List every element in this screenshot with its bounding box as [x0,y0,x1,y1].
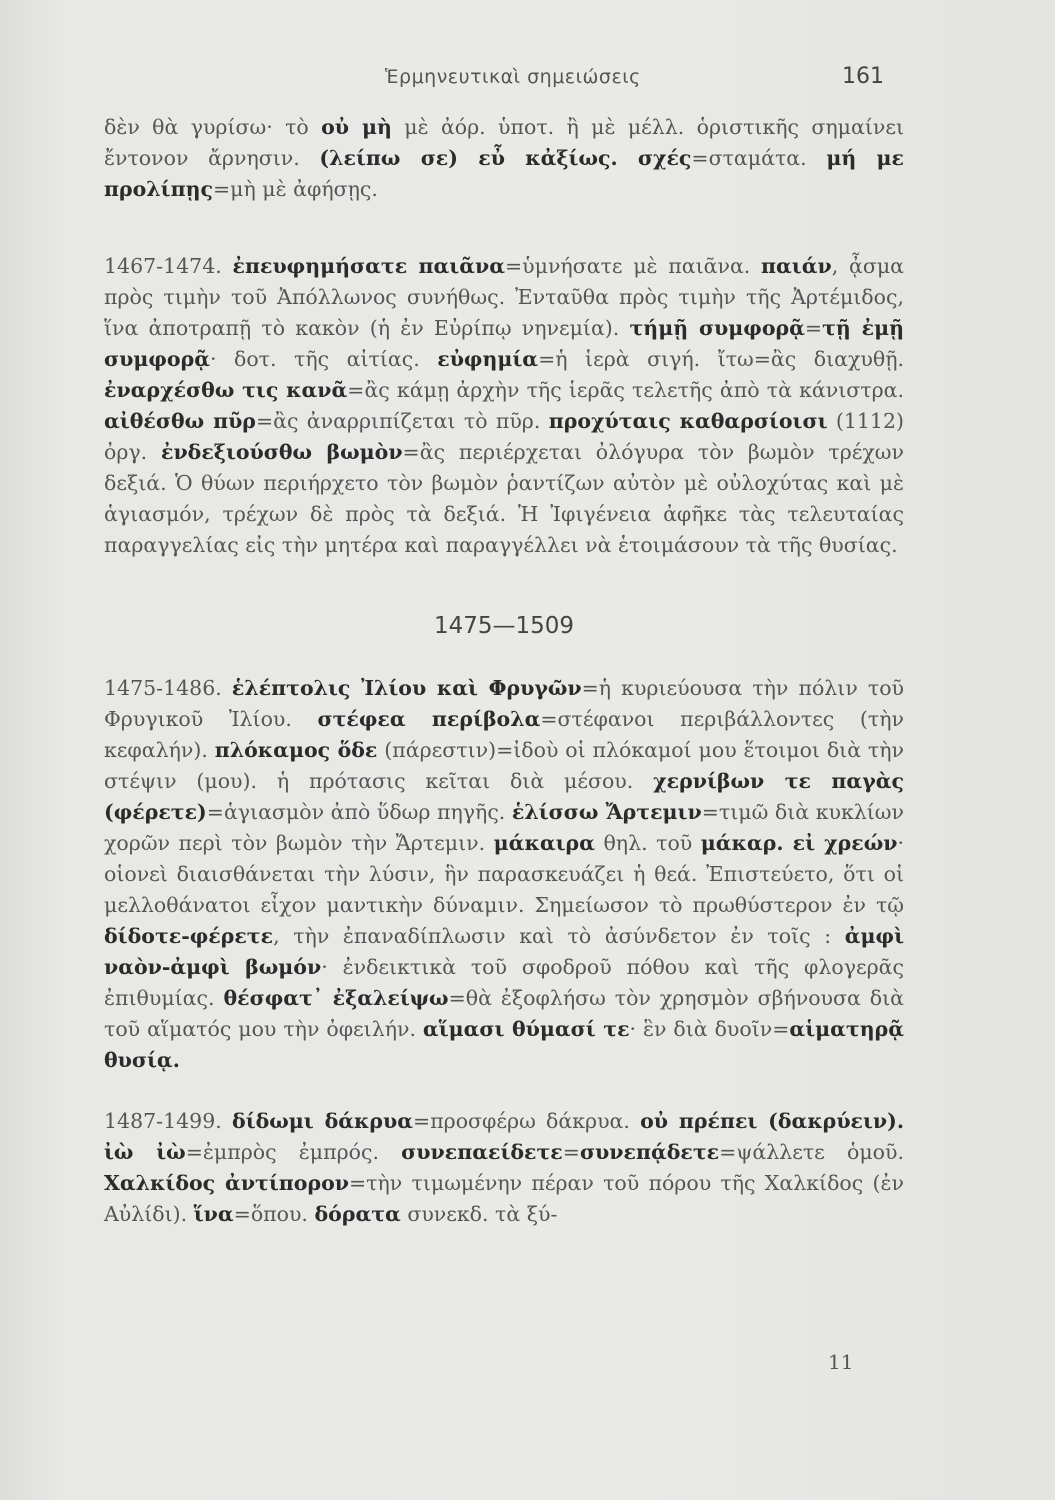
section-title: 1475—1509 [433,613,575,639]
text-run: (πάρεστιν)=ἰδοὺ οἱ πλόκαμοί μου ἕτοιμοι διὰ τὴν στέψιν (μου). ἡ πρότασις κεῖται διὰ μέσου. [104,738,904,793]
bold-term: αἱματηρᾷ θυσίᾳ. [104,1017,905,1072]
bold-term: συνεπαείδετε [401,1140,563,1164]
text-run: =ἐμπρὸς ἐμπρός. [185,1140,402,1164]
text-run: =μὴ μὲ ἀφήσῃς. [213,177,378,201]
text-run: =ὑμνήσατε μὲ παιᾶνα. [505,254,762,278]
text-run: =τιμῶ διὰ κυκλίων χορῶν περὶ τὸν βωμὸν τὴν Ἄρτεμιν. [104,800,904,855]
text-run: =ἡ ἱερὰ σιγή. ἴτω=ἂς διαχυθῇ. [538,347,904,371]
bold-term: εὐφημία [437,347,539,371]
text-run: · ἐνδεικτικὰ τοῦ σφοδροῦ πόθου καὶ τῆς φλογερᾶς ἐπιθυμίας. [104,955,904,1010]
bold-term: δίδωμι δάκρυα [232,1109,414,1133]
bold-term: μάκαιρα [493,831,595,855]
text-run: =ἂς ἀναρριπίζεται τὸ πῦρ. [255,409,549,433]
text-run: , τὴν ἐπαναδίπλωσιν καὶ τὸ ἀσύνδετον ἐν τοῖς : [273,924,845,948]
bold-term: ἀμφὶ ναὸν-ἀμφὶ βωμόν [104,924,904,979]
text-run: · ἓν διὰ δυοῖν= [629,1017,790,1041]
bold-term: θέσφατ᾽ ἐξαλείψω [223,986,449,1010]
bold-term: οὐ πρέπει (δακρύειν). ἰὼ ἰὼ [104,1109,904,1164]
running-title: Ἑρμηνευτικαὶ σημειώσεις [385,66,641,88]
page-body [104,112,904,1230]
text-run: μὲ ἀόρ. ὑποτ. ἢ μὲ μέλλ. ὁριστικῆς σημαίνει ἔντονον ἄρνησιν. [104,115,904,170]
bold-term: ἐπευφημήσατε παιᾶνα [232,254,505,278]
text-run: =ἁγιασμὸν ἀπὸ ὕδωρ πηγῆς. [206,800,512,824]
text-run: =θὰ ἐξοφλήσω τὸν χρησμὸν σβήνουσα διὰ τοῦ αἵματός μου τὴν ὀφειλήν. [104,986,904,1041]
bold-term: δίδοτε-φέρετε [104,924,274,948]
paragraph [104,112,904,205]
bold-term: αἰθέσθω πῦρ [104,409,256,433]
text-run: =σταμάτα. [691,146,827,170]
text-run: θηλ. τοῦ [594,831,701,855]
page-header [0,62,1055,92]
bold-term: ἵνα [193,1202,234,1226]
paragraph [104,1106,904,1230]
bold-term: χερνίβων τε παγὰς (φέρετε) [104,769,904,824]
bold-term: ἑλέπτολις Ἰλίου καὶ Φρυγῶν [231,676,582,700]
text-run: =ἂς περιέρχεται ὀλόγυρα τὸν βωμὸν τρέχων δεξιά. Ὁ θύων περιήρχετο τὸν βωμὸν ῥαντίζων αὐτὸν μὲ οὐλοχύτας καὶ μὲ ἁγιασμόν, τρέχων δὲ πρὸς τὰ δεξιά. Ἡ Ἰφιγένεια ἀφῆκε τὰς τελευταίας παραγγελίας εἰς τὴν μητέρα καὶ παραγγέλλει νὰ ἑτοιμάσουν τὰ τῆς θυσίας. [104,440,904,557]
text-run: · δοτ. τῆς αἰτίας. [209,347,438,371]
page-number: 161 [842,64,884,89]
text-run: 1487-1499. [104,1109,233,1133]
bold-term: συνεπᾴδετε [579,1140,720,1164]
signature-mark: 11 [828,1350,854,1374]
bold-term: ἐναρχέσθω τις κανᾶ [104,378,348,402]
text-run: =προσφέρω δάκρυα. [413,1109,641,1133]
bold-term: μάκαρ. εἰ χρεών [700,831,898,855]
text-run: συνεκδ. τὰ ξύ- [400,1202,558,1226]
bold-term: μή με προλίπῃς [104,146,904,201]
text-run: (1112) ὀργ. [104,409,905,464]
text-run: δὲν θὰ γυρίσω· τὸ [104,115,322,139]
bold-term: δόρατα [314,1202,401,1226]
bold-term: αἵμασι θύμασί τε [422,1017,630,1041]
bold-term: ἐνδεξιούσθω βωμὸν [160,440,403,464]
text-run: = [562,1140,580,1164]
bold-term: στέφεα περίβολα [317,707,541,731]
paragraph [104,251,904,561]
bold-term: οὐ μὴ [321,115,392,139]
text-run: 1475-1486. [104,676,232,700]
bold-term: (λείπω σε) εὖ κἀξίως. σχές [319,146,692,170]
text-run: =τὴν τιμωμένην πέραν τοῦ πόρου τῆς Χαλκίδος (ἐν Αὐλίδι). [104,1171,904,1226]
text-run: =στέφανοι περιβάλλοντες (τὴν κεφαλήν). [104,707,904,762]
bold-term: Χαλκίδος ἀντίπορον [104,1171,349,1195]
text-run: =ψάλλετε ὁμοῦ. [719,1140,904,1164]
paragraph [104,673,904,1076]
text-run: , ᾆσμα πρὸς τιμὴν τοῦ Ἀπόλλωνος συνήθως. Ἐνταῦθα πρὸς τιμὴν τῆς Ἀρτέμιδος, ἵνα ἀποτραπῇ τὸ κακὸν (ἡ ἐν Εὐρίπῳ νηνεμία). [104,254,904,340]
bold-term: τήμῇ συμφορᾷ [629,316,805,340]
text-run: =ἂς κάμῃ ἀρχὴν τῆς ἱερᾶς τελετῆς ἀπὸ τὰ κάνιστρα. [347,378,904,402]
bold-term: ἑλίσσω Ἄρτεμιν [511,800,702,824]
text-run: =ὅπου. [233,1202,315,1226]
text-run: = [804,316,823,340]
text-run: · οἱονεὶ διαισθάνεται τὴν λύσιν, ἣν παρασκευάζει ἡ θεά. Ἐπιστεύετο, ὅτι οἱ μελλοθάνατοι εἶχον μαντικὴν δύναμιν. Σημείωσον τὸ πρωθύστερον ἐν τῷ [104,831,905,917]
bold-term: προχύταις καθαρσίοισι [548,409,828,433]
bold-term: πλόκαμος ὅδε [214,738,378,762]
bold-term: παιάν [761,254,832,278]
text-run: =ἡ κυριεύουσα τὴν πόλιν τοῦ Φρυγικοῦ Ἰλίου. [104,676,904,731]
bold-term: τῇ ἐμῇ συμφορᾷ [104,316,904,371]
text-run: 1467-1474. [104,254,233,278]
